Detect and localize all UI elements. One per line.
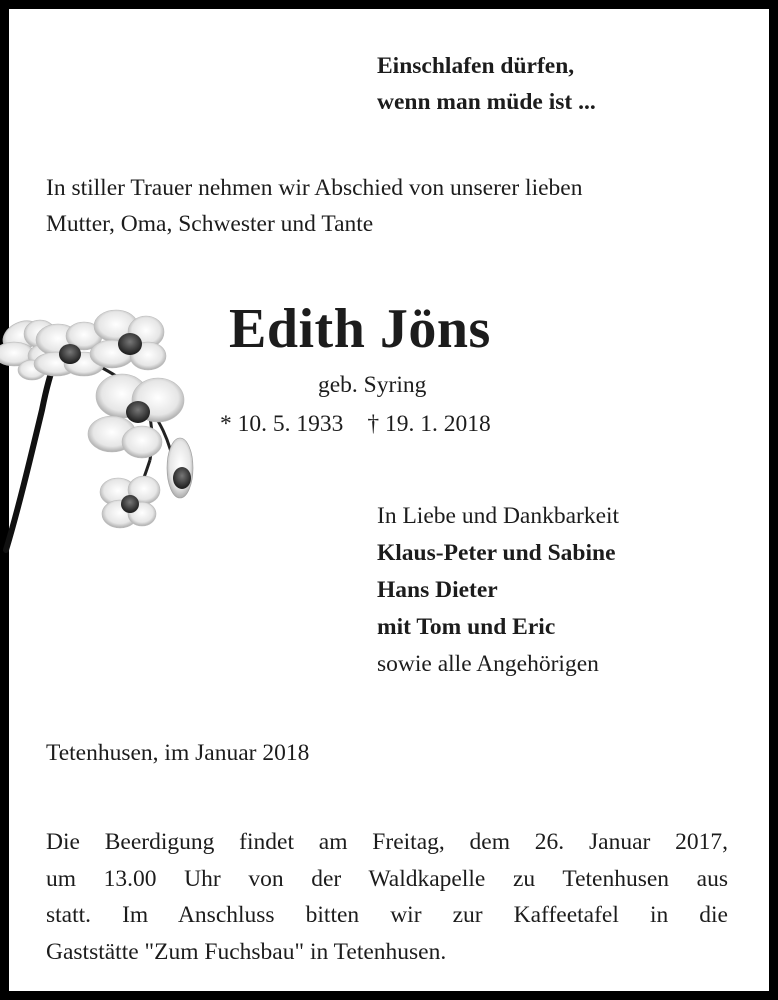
life-dates bbox=[220, 406, 491, 442]
place-and-date: Tetenhusen, im Januar 2018 bbox=[46, 740, 310, 766]
intro-line-1: In stiller Trauer nehmen wir Abschied von unserer lieben bbox=[46, 175, 583, 201]
funeral-line: Gaststätte "Zum Fuchsbau" in Tetenhusen. bbox=[46, 938, 447, 965]
motto-line-2: wenn man müde ist ... bbox=[377, 89, 596, 115]
mourners-outro: sowie alle Angehörigen bbox=[377, 651, 599, 677]
orchid-icon bbox=[0, 290, 230, 560]
funeral-details bbox=[46, 824, 728, 970]
funeral-line: um 13.00 Uhr von der Waldkapelle zu Tetenhusen aus bbox=[46, 865, 728, 892]
birth-date: * 10. 5. 1933 bbox=[220, 411, 344, 437]
intro-line-2: Mutter, Oma, Schwester und Tante bbox=[46, 211, 374, 237]
death-date: † 19. 1. 2018 bbox=[367, 411, 491, 437]
motto-line-1: Einschlafen dürfen, bbox=[377, 53, 575, 79]
mourners-block bbox=[377, 498, 619, 683]
birth-name: geb. Syring bbox=[318, 372, 427, 398]
funeral-line: statt. Im Anschluss bitten wir zur Kaffeetafel in die bbox=[46, 902, 728, 928]
mourner-name: Klaus-Peter und Sabine bbox=[377, 540, 616, 566]
motto bbox=[377, 48, 596, 120]
intro-text bbox=[46, 170, 582, 242]
mourners-intro: In Liebe und Dankbarkeit bbox=[377, 503, 620, 529]
deceased-name: Edith Jöns bbox=[229, 298, 491, 360]
mourner-name: mit Tom und Eric bbox=[377, 614, 556, 640]
funeral-line: Die Beerdigung findet am Freitag, dem 26. Januar 2017, bbox=[46, 829, 728, 855]
mourner-name: Hans Dieter bbox=[377, 577, 498, 603]
